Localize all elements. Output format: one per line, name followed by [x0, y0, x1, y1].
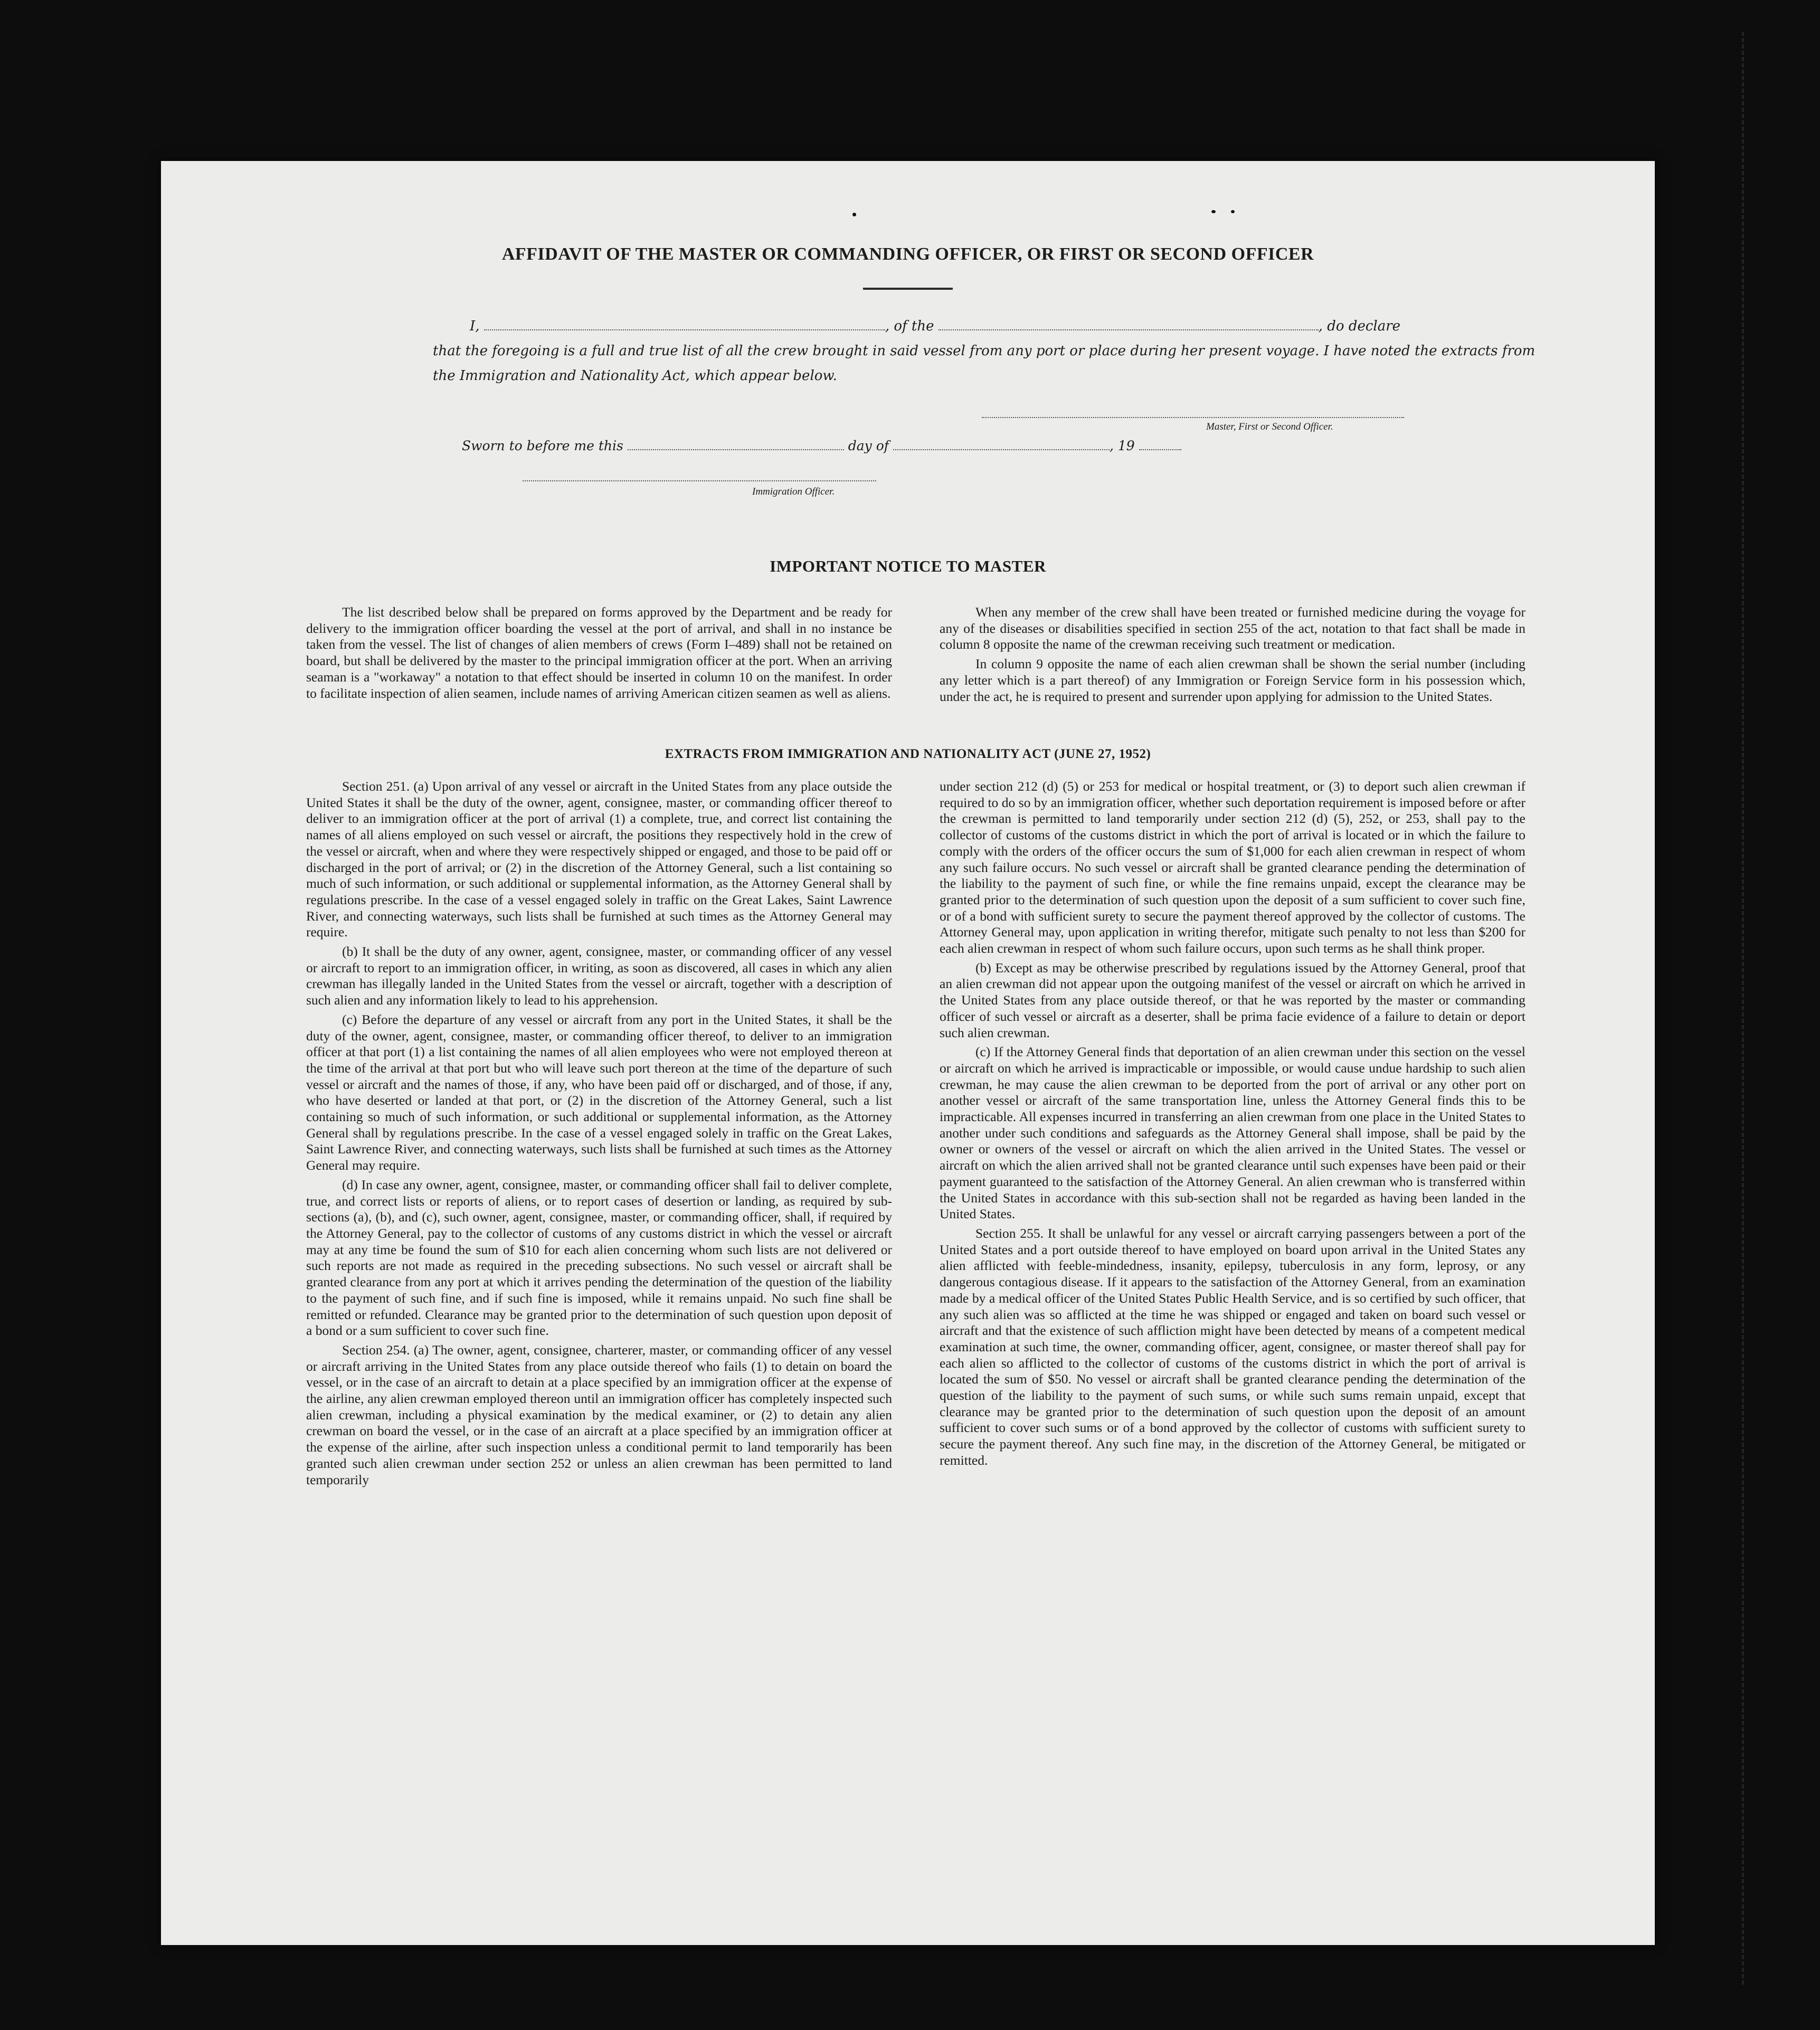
extract-paragraph: (b) It shall be the duty of any owner, agent, consignee, master, or commanding officer of any vessel or aircraft to report to an immigration officer, in writing, as soon as discovered, all cases in which any alien crewman has illegally landed in the United States from the vessel or aircraft, together with a description of such alien and any information likely to lead to his apprehension. [306, 944, 892, 1008]
sworn-year-field[interactable] [1139, 449, 1181, 450]
sworn-label: Sworn to before me this [462, 438, 623, 453]
vessel-field[interactable] [939, 329, 1319, 330]
extract-paragraph: under section 212 (d) (5) or 253 for medical or hospital treatment, or (3) to deport such alien crewman if required to do so by an immigration officer, whether such deportation requirement is imposed before or after the crewman is permitted to land temporarily under section 212 (d) (5), 252, or 253, shall pay to the collector of customs of the customs district in which the port of arrival is located or in which the failure to comply with the orders of the officer occurs the sum of $1,000 for each alien crewman in respect of whom any such failure occurs. No such vessel or aircraft shall be granted clearance pending the determination of the liability to the payment of such fine, or while the fine remains unpaid, except the clearance may be granted prior to the determination of such question upon the deposit of a sum sufficient to cover such fine, or of a bond with sufficient surety to secure the payment thereof approved by the collector of customs. The Attorney General may, upon application in writing therefor, mitigate such penalty to not less than $200 for each alien crewman in respect of whom such failure occurs, upon such terms as he shall think proper. [940, 779, 1525, 956]
notice-title: IMPORTANT NOTICE TO MASTER [770, 557, 1046, 575]
notice-right-column [940, 604, 1525, 708]
speck [1231, 210, 1235, 213]
master-caption: Master, First or Second Officer. [1206, 421, 1333, 432]
year-label: , 19 [1110, 438, 1135, 453]
name-field[interactable] [484, 329, 885, 330]
sworn-day-field[interactable] [628, 449, 844, 450]
declaration-line [433, 314, 1557, 339]
extract-paragraph: (c) Before the departure of any vessel or aircraft from any port in the United States, it shall be the duty of the owner, agent, consignee, master, or commanding officer thereof, to deliver to an immigration officer at that port (1) a list containing the names of all alien employees who were not employed thereon at the time of the arrival at that port but who will leave such port thereon at the time of the departure of such vessel or aircraft and the names of those, if any, who have been paid off or discharged, and of those, if any, who have deserted or landed at that port, or (2) in the discretion of the Attorney General, such a list containing so much of such information, or such additional or supplemental information, as the Attorney General shall by regulations prescribe. In the case of a vessel engaged solely in traffic on the Great Lakes, Saint Lawrence River, and connecting waterways, such lists shall be furnished at such times as the Attorney General may require. [306, 1011, 892, 1173]
notice-paragraph: When any member of the crew shall have been treated or furnished medicine during the voyage for any of the diseases or disabilities specified in section 255 of the act, notation to that fact shall be made in column 8 opposite the name of the crewman receiving such treatment or medication. [940, 604, 1525, 652]
affidavit-title: AFFIDAVIT OF THE MASTER OR COMMANDING OFFICER, OR FIRST OR SECOND OFFICER [501, 244, 1314, 264]
of-the-label: , of the [885, 318, 934, 334]
affidavit-declaration [433, 314, 1557, 388]
master-signature-line[interactable] [982, 417, 1404, 418]
notice-left-column [306, 604, 892, 705]
extract-paragraph: (c) If the Attorney General finds that deportation of an alien crewman under this section on the vessel or aircraft on which he arrived is impracticable or impossible, or would cause undue hardship to such alien crewman, he may cause the alien crewman to be deported from the port of arrival or any other port on another vessel or aircraft of the same transportation line, unless the Attorney General finds this to be impracticable. All expenses incurred in transferring an alien crewman from one place in the United States to another under such conditions and safeguards as the Attorney General shall impose, shall be paid by the owner or owners of the vessel or aircraft on which the alien arrived in the United States. The vessel or aircraft on which the alien arrived shall not be granted clearance until such expenses have been paid or their payment guaranteed to the satisfaction of the Attorney General. An alien crewman who is transferred within the United States in accordance with this sub-section shall not be regarded as having been landed in the United States. [940, 1044, 1525, 1222]
extract-paragraph: (d) In case any owner, agent, consignee, master, or commanding officer shall fail to deliver complete, true, and correct lists or reports of aliens, or to report cases of desertion or landing, as required by sub-sections (a), (b), and (c), such owner, agent, consignee, master, or commanding officer, shall, if required by the Attorney General, pay to the collector of customs of any customs district in which the vessel or aircraft may at any time be found the sum of $10 for each alien concerning whom such lists are not delivered or such reports are not made as required in the preceding subsections. No such vessel or aircraft shall be granted clearance from any port at which it arrives pending the determination of the question of the liability to the payment of such fine, and if such fine is imposed, while it remains unpaid. No such fine shall be remitted or refunded. Clearance may be granted prior to the determination of such question upon deposit of a bond or a sum sufficient to cover such fine. [306, 1177, 892, 1339]
speck [852, 213, 856, 216]
document-page [161, 161, 1655, 1945]
day-of-label: day of [848, 438, 889, 453]
bleed-through-text [1454, 193, 1468, 214]
declaration-text: that the foregoing is a full and true list of all the crew brought in said vessel from any port or place during her present voyage. I have noted the extracts from the Immigration and Nationality Act, which appear below. [433, 343, 1535, 384]
sworn-month-field[interactable] [893, 449, 1110, 450]
notice-paragraph: In column 9 opposite the name of each alien crewman shall be shown the serial number (including any letter which is a part thereof) of any Immigration or Foreign Service form in his possession which, under the act, he is required to present and surrender upon applying for admission to the United States. [940, 656, 1525, 704]
notice-paragraph: The list described below shall be prepared on forms approved by the Department and be ready for delivery to the immigration officer boarding the vessel at the port of arrival, and shall in no instance be taken from the vessel. The list of changes of alien members of crews (Form I–489) shall not be retained on board, but shall be delivered by the master to the principal immigration officer at the port. When an arriving seaman is a "workaway" a notation to that effect should be inserted in column 10 on the manifest. In order to facilitate inspection of alien seamen, include names of arriving American citizen seamen as well as aliens. [306, 604, 892, 701]
extracts-title: EXTRACTS FROM IMMIGRATION AND NATIONALITY ACT (JUNE 27, 1952) [665, 747, 1151, 761]
title-rule [863, 288, 953, 290]
extract-paragraph: Section 254. (a) The owner, agent, consignee, charterer, master, or commanding officer of any vessel or aircraft arriving in the United States from any place outside thereof who fails (1) to detain on board the vessel, or in the case of an aircraft to detain at a place specified by an immigration officer at the expense of the airline, any alien crewman employed thereon until an immigration officer has completely inspected such alien crewman, including a physical examination by the medical examiner, or (2) to detain any alien crewman on board the vessel, or in the case of an aircraft at a place specified by an immigration officer at the expense of the airline, after such inspection unless a conditional permit to land temporarily has been granted such alien crewman under section 252 or unless an alien crewman has been permitted to land temporarily [306, 1342, 892, 1487]
extracts-left-column [306, 779, 892, 1491]
do-declare-label: , do declare [1318, 318, 1401, 334]
officer-caption: Immigration Officer. [752, 486, 835, 497]
i-label: I, [470, 318, 480, 334]
sworn-line [462, 438, 1181, 453]
speck [1211, 210, 1216, 213]
extract-paragraph: Section 255. It shall be unlawful for any vessel or aircraft carrying passengers between a port of the United States and a port outside thereof to have employed on board upon arrival in the United States any alien afflicted with feeble-mindedness, insanity, epilepsy, tuberculosis in any form, leprosy, or any dangerous contagious disease. If it appears to the satisfaction of the Attorney General, from an examination made by a medical officer of the United States Public Health Service, and is so certified by such officer, that any such alien was so afflicted at the time he was shipped or engaged and taken on board such vessel or aircraft and that the existence of such affliction might have been detected by means of a competent medical examination at such time, the owner, commanding officer, agent, consignee, or master thereof shall pay for each alien so afflicted to the collector of customs of the customs district in which the port of arrival is located the sum of $50. No vessel or aircraft shall be granted clearance pending the determination of the question of the liability to the payment of such sums, or while such sums remain unpaid, except that clearance may be granted prior to the determination of such question upon the deposit of an amount sufficient to cover such sums or of a bond approved by the collector of customs with sufficient surety to secure the payment thereof. Any such fine may, in the discretion of the Attorney General, be mitigated or remitted. [940, 1225, 1525, 1468]
scanner-edge [1742, 32, 1776, 1985]
extracts-right-column [940, 779, 1525, 1472]
extract-paragraph: Section 251. (a) Upon arrival of any vessel or aircraft in the United States from any place outside the United States it shall be the duty of the owner, agent, consignee, master, or commanding officer thereof to deliver to an immigration officer at the port of arrival (1) a complete, true, and correct list containing the names of all aliens employed on such vessel or aircraft, the positions they respectively hold in the crew of the vessel or aircraft, when and where they were respectively shipped or engaged, and those to be paid off or discharged in the port of arrival; or (2) in the discretion of the Attorney General, such a list containing so much of such information, or such additional or supplemental information, as the Attorney General shall by regulations prescribe. In the case of a vessel engaged solely in traffic on the Great Lakes, Saint Lawrence River, and connecting waterways, such lists shall be furnished at such times as the Attorney General may require. [306, 779, 892, 940]
extract-paragraph: (b) Except as may be otherwise prescribed by regulations issued by the Attorney General, proof that an alien crewman did not appear upon the outgoing manifest of the vessel or aircraft on which he arrived in the United States from any place outside thereof, or that he was reported by the master or commanding officer of such vessel or aircraft as a deserter, shall be prima facie evidence of a failure to detain or deport such alien crewman. [940, 960, 1525, 1040]
officer-signature-line[interactable] [523, 480, 876, 481]
